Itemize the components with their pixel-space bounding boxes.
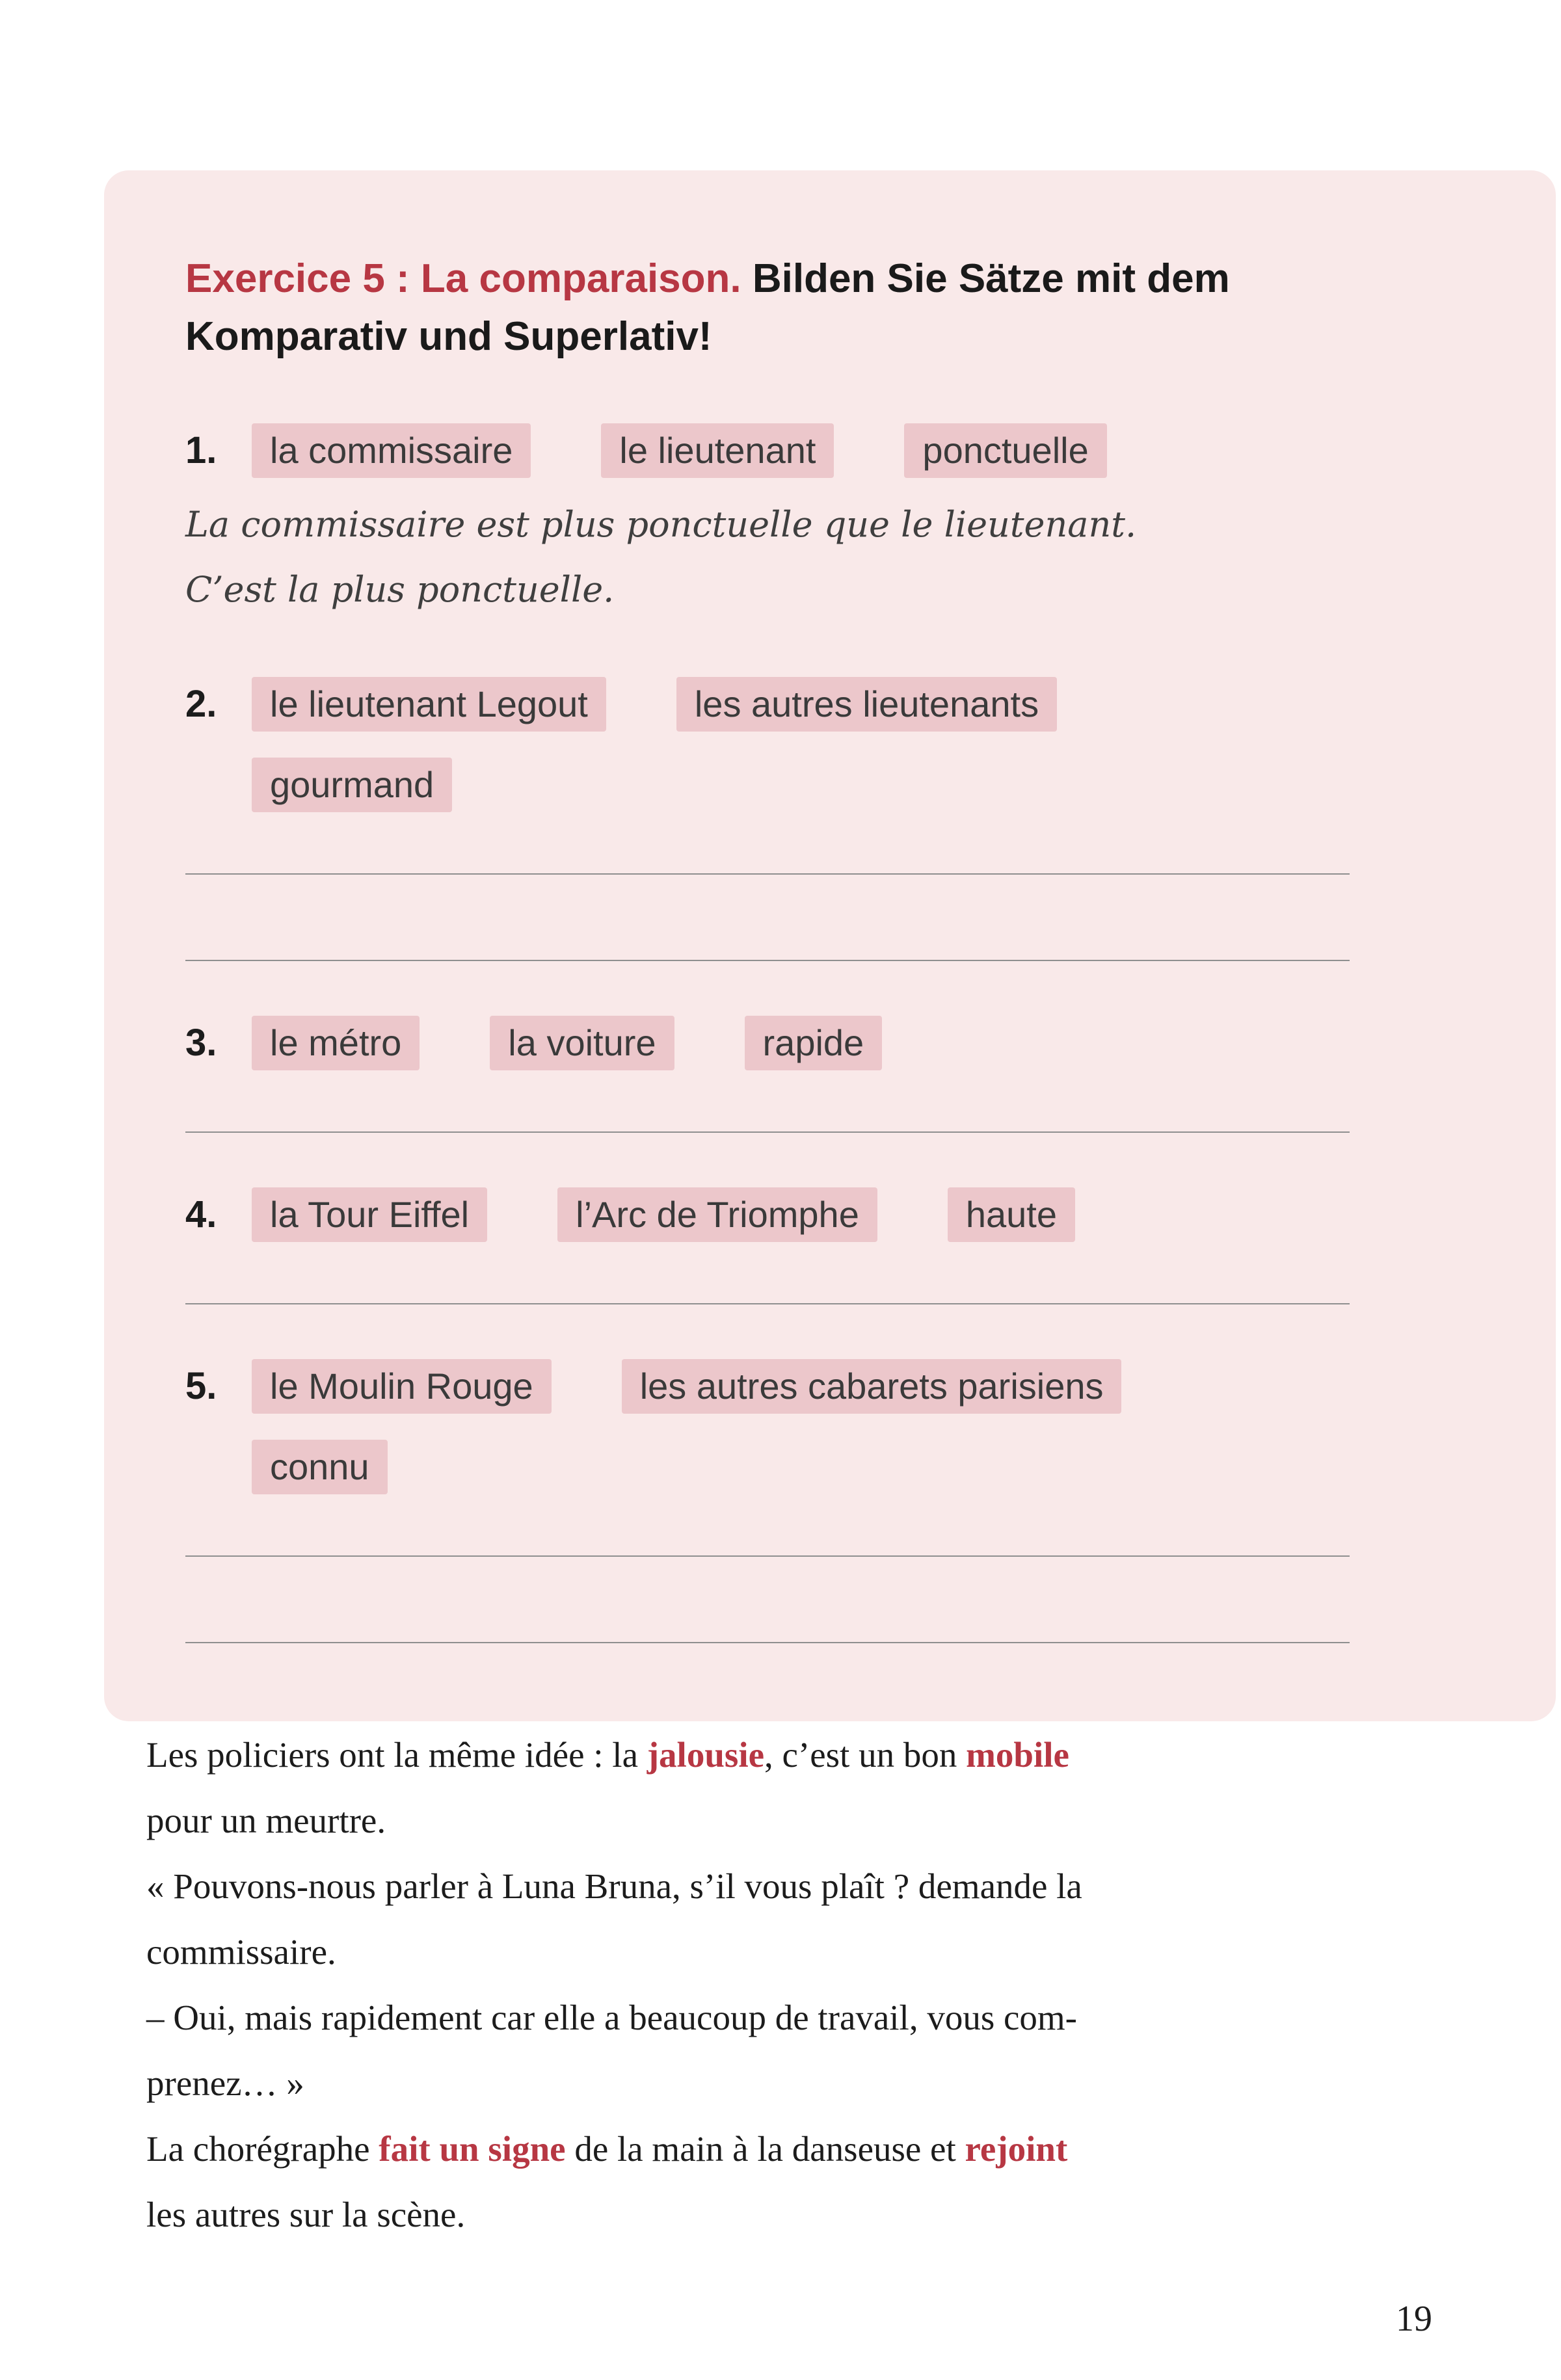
page-number: 19 [1396,2299,1432,2339]
word-chip: le métro [252,1016,420,1070]
word-chip: la voiture [490,1016,674,1070]
story-paragraph [146,1853,1454,1985]
word-chip: ponctuelle [904,423,1106,478]
word-chip: les autres cabarets parisiens [622,1359,1122,1414]
answer-blank-line [185,875,1350,961]
word-chip: le Moulin Rouge [252,1359,552,1414]
answer-blanks [185,1494,1419,1643]
highlighted-word: fait un signe [379,2129,566,2169]
answer-blank-line [185,1242,1350,1304]
chip-line [185,758,1419,812]
exercise-item [185,677,1419,961]
highlighted-word: mobile [966,1735,1069,1775]
exercise-items [185,423,1419,1643]
handwritten-answer: La commissaire est plus ponctuelle que le lieutenant. [185,503,1137,545]
answer-blanks [185,1242,1419,1304]
answer-blank-line [185,1070,1350,1133]
exercise-item [185,1359,1419,1643]
highlighted-word: jalousie [647,1735,765,1775]
item-number: 4. [185,1193,217,1236]
answer-blank-line [185,1557,1350,1643]
item-number: 1. [185,429,217,471]
word-chip: la Tour Eiffel [252,1187,487,1242]
answer-blanks [185,812,1419,961]
exercise-item [185,1016,1419,1133]
story-text-segment: , c’est un bon [764,1735,967,1775]
story-paragraph [146,2116,1454,2247]
story-paragraph [146,1985,1454,2116]
word-chip: haute [948,1187,1075,1242]
word-chip: l’Arc de Triomphe [557,1187,877,1242]
story-text-segment: pour un meurtre. [146,1801,386,1840]
answer-blank-line [185,812,1350,875]
word-chip: la commissaire [252,423,531,478]
answer-blanks [185,1070,1419,1133]
word-chip: gourmand [252,758,452,812]
story-text-segment: « Pouvons-nous parler à Luna Bruna, s’il vous plaît ? demande la [146,1866,1082,1906]
story-text-segment: de la main à la danseuse et [565,2129,965,2169]
exercise-item [185,1187,1419,1304]
chip-line [185,1016,1419,1070]
exercise-item [185,423,1419,622]
word-chip: les autres lieutenants [676,677,1057,732]
story-text-segment: prenez… » [146,2063,304,2103]
story-text-segment: – Oui, mais rapidement car elle a beaucoup de travail, vous com- [146,1998,1077,2037]
story-text [146,1722,1454,2247]
exercise-box [104,170,1556,1721]
answer-blank-line [185,1494,1350,1557]
word-chip: le lieutenant [601,423,834,478]
story-text-segment: Les policiers ont la même idée : la [146,1735,647,1775]
handwritten-answer: C’est la plus ponctuelle. [185,568,615,610]
chip-line [185,677,1419,732]
highlighted-word: rejoint [965,2129,1068,2169]
handwritten-answers [185,492,1419,622]
exercise-title-instruction: Bilden Sie Sätze mit dem Komparativ und Superlativ! [185,256,1230,360]
chip-line [185,423,1419,478]
story-text-segment: les autres sur la scène. [146,2195,466,2234]
story-text-segment: commissaire. [146,1932,336,1972]
item-number: 3. [185,1021,217,1064]
exercise-title-label: Exercice 5 : La comparaison. [185,256,741,301]
chip-line [185,1359,1419,1414]
item-number: 5. [185,1364,217,1407]
chip-line [185,1187,1419,1242]
word-chip: le lieutenant Legout [252,677,606,732]
word-chip: connu [252,1440,388,1494]
item-number: 2. [185,682,217,725]
exercise-title [185,250,1419,366]
chip-line [185,1440,1419,1494]
story-text-segment: La chorégraphe [146,2129,379,2169]
story-paragraph [146,1722,1454,1853]
word-chip: rapide [745,1016,883,1070]
